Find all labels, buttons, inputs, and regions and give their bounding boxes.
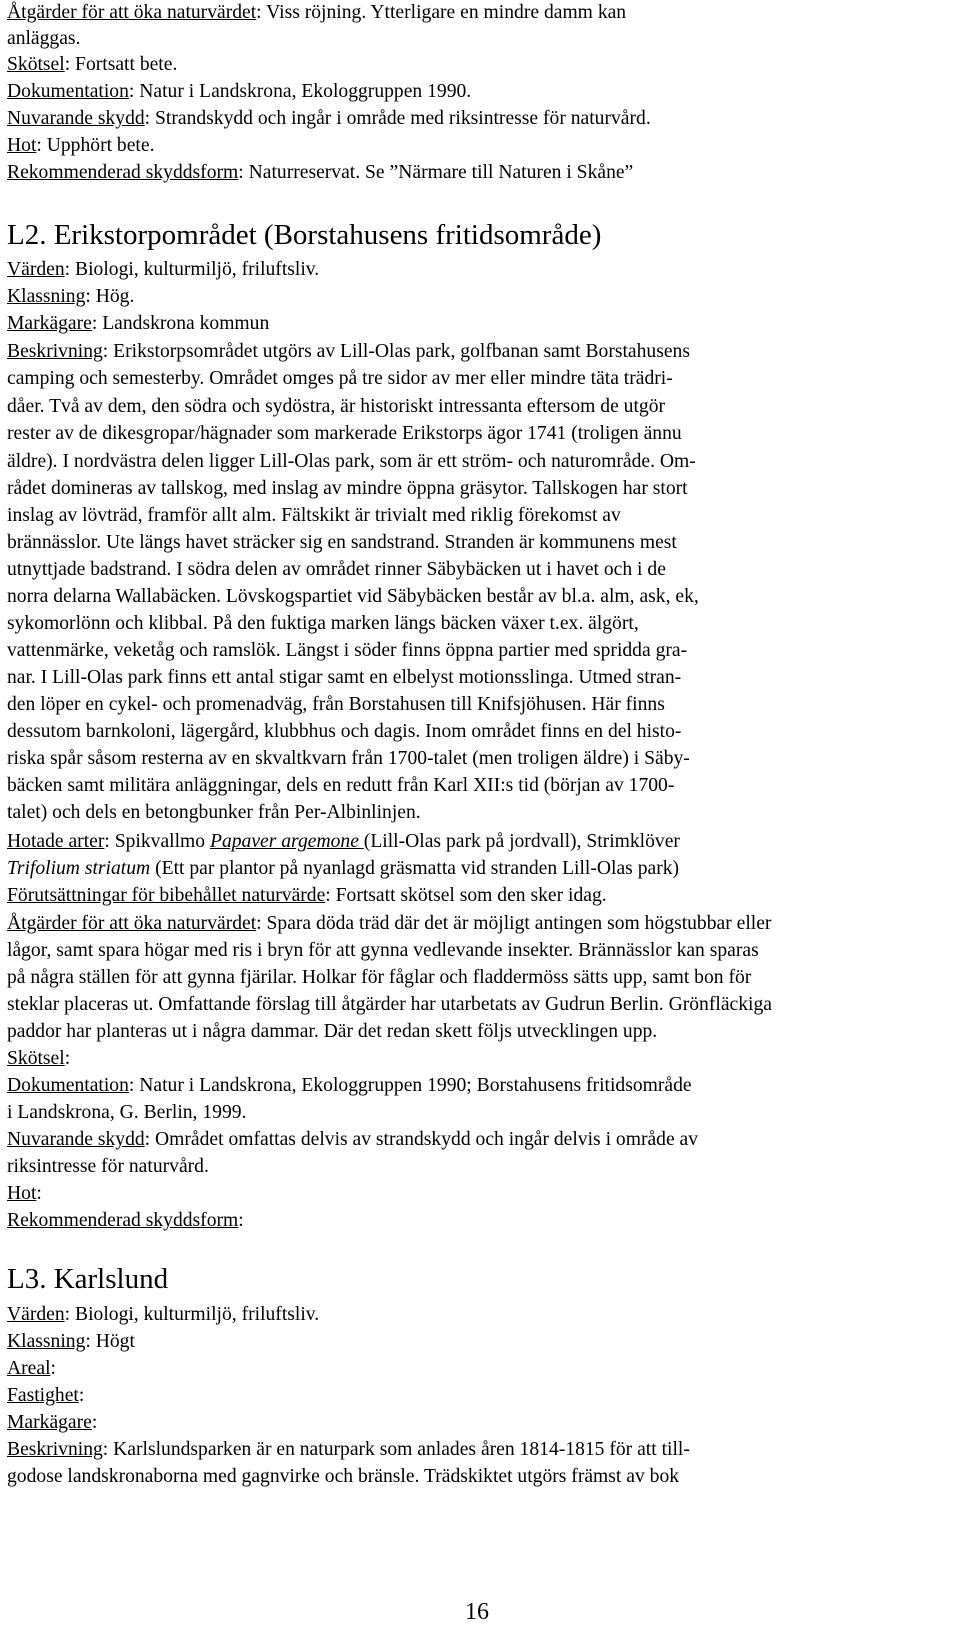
section-heading: L2. Erikstorpområdet (Borstahusens fritidsområde) — [7, 219, 602, 251]
latin-name: Papaver argemone — [209, 831, 364, 852]
field-value: anläggas. — [7, 28, 81, 49]
text-line — [7, 503, 621, 529]
field-label: Förutsättningar för bibehållet naturvärde — [7, 885, 326, 906]
text-line — [7, 106, 651, 132]
field-label: Värden — [7, 259, 65, 280]
field-value: : Spara döda träd där det är möjligt antingen som högstubbar eller — [256, 913, 772, 934]
field-value: dessutom barnkoloni, lägergård, klubbhus och dagis. Inom området finns en del histo- — [7, 721, 682, 742]
text-line — [7, 449, 696, 475]
text-line — [7, 1356, 56, 1382]
text-line — [7, 1046, 70, 1072]
field-value: camping och semesterby. Området omges på tre sidor av mer eller mindre täta trädri- — [7, 368, 673, 389]
field-value: rådet domineras av tallskog, med inslag av mindre öppna gräsytor. Tallskogen har stort — [7, 478, 688, 499]
field-label: Dokumentation — [7, 81, 129, 102]
text-line — [7, 52, 177, 78]
latin-name: Trifolium striatum — [7, 858, 151, 879]
field-label: Beskrivning — [7, 341, 103, 362]
field-value: den löper en cykel- och promenadväg, från Borstahusen till Knifsjöhusen. Här finns — [7, 694, 665, 715]
text-line — [7, 133, 154, 159]
text-line — [7, 1154, 209, 1180]
field-value: : Strandskydd och ingår i område med riksintresse för naturvård. — [144, 108, 651, 129]
field-value: : Området omfattas delvis av strandskydd och ingår delvis i område av — [144, 1129, 699, 1150]
text-line — [7, 394, 665, 420]
field-value: dåer. Två av dem, den södra och sydöstra, är historiskt intressanta eftersom de utgör — [7, 396, 666, 417]
field-value: : Fortsatt bete. — [64, 54, 178, 75]
text-line — [7, 1437, 690, 1463]
text-line — [7, 421, 682, 447]
field-value: (Ett par plantor på nyanlagd gräsmatta vid stranden Lill-Olas park) — [150, 858, 680, 879]
text-line — [7, 584, 699, 610]
field-label: Markägare — [7, 313, 92, 334]
field-value: : Biologi, kulturmiljö, friluftsliv. — [64, 1304, 320, 1325]
text-line — [7, 79, 471, 105]
field-label: Klassning — [7, 1331, 86, 1352]
field-label: Hotade arter — [7, 831, 105, 852]
field-value: på några ställen för att gynna fjärilar. Holkar för fåglar och fladdermöss sätts upp, samt bon för — [7, 967, 752, 988]
text-line — [7, 0, 626, 26]
text-line — [7, 1329, 135, 1355]
field-label: Värden — [7, 1304, 65, 1325]
field-value: : — [78, 1385, 85, 1406]
field-value: vattenmärke, veketåg och ramslök. Längst i söder finns öppna partier med spridda gra- — [7, 640, 688, 661]
field-value: talet) och dels en betongbunker från Per-Albinlinjen. — [7, 802, 421, 823]
text-line — [7, 1100, 246, 1126]
field-value: i Landskrona, G. Berlin, 1999. — [7, 1102, 247, 1123]
text-line — [7, 1127, 698, 1153]
field-label: Skötsel — [7, 1048, 65, 1069]
text-line — [7, 938, 759, 964]
field-label: Nuvarande skydd — [7, 108, 145, 129]
text-line — [7, 530, 677, 556]
field-value: lågor, samt spara högar med ris i bryn för att gynna vedlevande insekter. Brännässlor kan sparas — [7, 940, 759, 961]
field-value: nar. I Lill-Olas park finns ett antal stigar samt en elbelyst motionsslinga. Utmed stran- — [7, 667, 682, 688]
field-value: bäcken samt militära anläggningar, dels en redutt från Karl XII:s tid (början av 1700- — [7, 775, 675, 796]
text-line — [7, 284, 134, 310]
text-line — [7, 911, 771, 937]
page-number: 16 — [465, 1599, 489, 1625]
field-value: : Karlslundsparken är en naturpark som anlades åren 1814-1815 för att till- — [102, 1439, 690, 1460]
text-line — [7, 257, 319, 283]
text-line — [7, 1410, 97, 1436]
text-line — [7, 829, 680, 855]
field-value: : — [238, 1210, 244, 1231]
field-value: godose landskronaborna med gagnvirke och bränsle. Trädskiktet utgörs främst av bok — [7, 1466, 680, 1487]
field-label: Nuvarande skydd — [7, 1129, 145, 1150]
text-line — [7, 800, 421, 826]
field-label: Hot — [7, 1183, 37, 1204]
field-value: (Lill-Olas park på jordvall), Strimklöver — [363, 831, 680, 852]
field-value: : Natur i Landskrona, Ekologgruppen 1990; Borstahusens fritidsområde — [128, 1075, 692, 1096]
field-label: Markägare — [7, 1412, 92, 1433]
field-value: paddor har planteras ut i några dammar. Där det redan skett följs utvecklingen upp. — [7, 1021, 658, 1042]
section-heading: L3. Karlslund — [7, 1263, 169, 1295]
text-line — [7, 1181, 42, 1207]
field-value: : Upphört bete. — [36, 135, 155, 156]
field-label: Klassning — [7, 286, 86, 307]
text-line — [7, 611, 639, 637]
field-value: : Natur i Landskrona, Ekologgruppen 1990. — [128, 81, 472, 102]
field-label: Fastighet — [7, 1385, 79, 1406]
text-line — [7, 1302, 319, 1328]
text-line — [7, 1383, 84, 1409]
field-label: Areal — [7, 1358, 51, 1379]
field-value: : Spikvallmo — [104, 831, 210, 852]
text-line — [7, 311, 269, 337]
text-line — [7, 1019, 657, 1045]
field-value: steklar placeras ut. Omfattande förslag till åtgärder har utarbetats av Gudrun Berlin. Grönfläckiga — [7, 994, 772, 1015]
text-line — [7, 665, 681, 691]
text-line — [7, 1464, 679, 1490]
field-label: Dokumentation — [7, 1075, 129, 1096]
text-line — [7, 965, 751, 991]
text-line — [7, 160, 633, 186]
field-label: Beskrivning — [7, 1439, 103, 1460]
field-value: brännässlor. Ute längs havet sträcker sig en sandstrand. Stranden är kommunens mest — [7, 532, 677, 553]
field-value: rester av de dikesgropar/hägnader som markerade Erikstorps ägor 1741 (troligen ännu — [7, 423, 682, 444]
field-label: Åtgärder för att öka naturvärdet — [7, 913, 257, 934]
text-line — [7, 692, 665, 718]
field-value: : — [91, 1412, 98, 1433]
field-label: Rekommenderad skyddsform — [7, 162, 239, 183]
field-value: riska spår såsom resterna av en skvaltkvarn från 1700-talet (men troligen äldre) i Säby- — [7, 748, 690, 769]
text-line — [7, 883, 607, 909]
field-value: äldre). I nordvästra delen ligger Lill-Olas park, som är ett ström- och naturområde. Om- — [7, 451, 696, 472]
field-value: : — [64, 1048, 71, 1069]
field-value: : Högt — [85, 1331, 135, 1352]
text-line — [7, 992, 772, 1018]
field-label: Åtgärder för att öka naturvärdet — [7, 2, 257, 23]
field-value: : Erikstorpsområdet utgörs av Lill-Olas park, golfbanan samt Borstahusens — [102, 341, 690, 362]
field-value: : — [36, 1183, 42, 1204]
field-value: : Hög. — [85, 286, 135, 307]
field-value: : Biologi, kulturmiljö, friluftsliv. — [64, 259, 320, 280]
field-value: : Viss röjning. Ytterligare en mindre damm kan — [256, 2, 627, 23]
text-line — [7, 746, 690, 772]
text-line — [7, 719, 681, 745]
field-label: Skötsel — [7, 54, 65, 75]
text-line — [7, 856, 679, 882]
text-line — [7, 339, 690, 365]
field-value: : Landskrona kommun — [91, 313, 270, 334]
field-value: utnyttjade badstrand. I södra delen av området rinner Säbybäcken ut i havet och i de — [7, 559, 666, 580]
field-value: riksintresse för naturvård. — [7, 1156, 209, 1177]
text-line — [7, 557, 666, 583]
field-value: inslag av lövträd, framför allt alm. Fältskikt är trivialt med riklig förekomst av — [7, 505, 621, 526]
text-line — [7, 1073, 692, 1099]
field-value: : — [50, 1358, 56, 1379]
field-label: Hot — [7, 135, 37, 156]
field-value: sykomorlönn och klibbal. På den fuktiga marken längs bäcken växer t.ex. älgört, — [7, 613, 639, 634]
field-value: norra delarna Wallabäcken. Lövskogspartiet vid Säbybäcken består av bl.a. alm, ask, ek, — [7, 586, 699, 607]
text-line — [7, 773, 674, 799]
text-line — [7, 366, 673, 392]
field-value: : Fortsatt skötsel som den sker idag. — [325, 885, 607, 906]
text-line — [7, 638, 687, 664]
field-value: : Naturreservat. Se ”Närmare till Naturen i Skåne” — [238, 162, 634, 183]
field-label: Rekommenderad skyddsform — [7, 1210, 239, 1231]
text-line — [7, 26, 80, 52]
text-line — [7, 476, 688, 502]
text-line — [7, 1208, 244, 1234]
